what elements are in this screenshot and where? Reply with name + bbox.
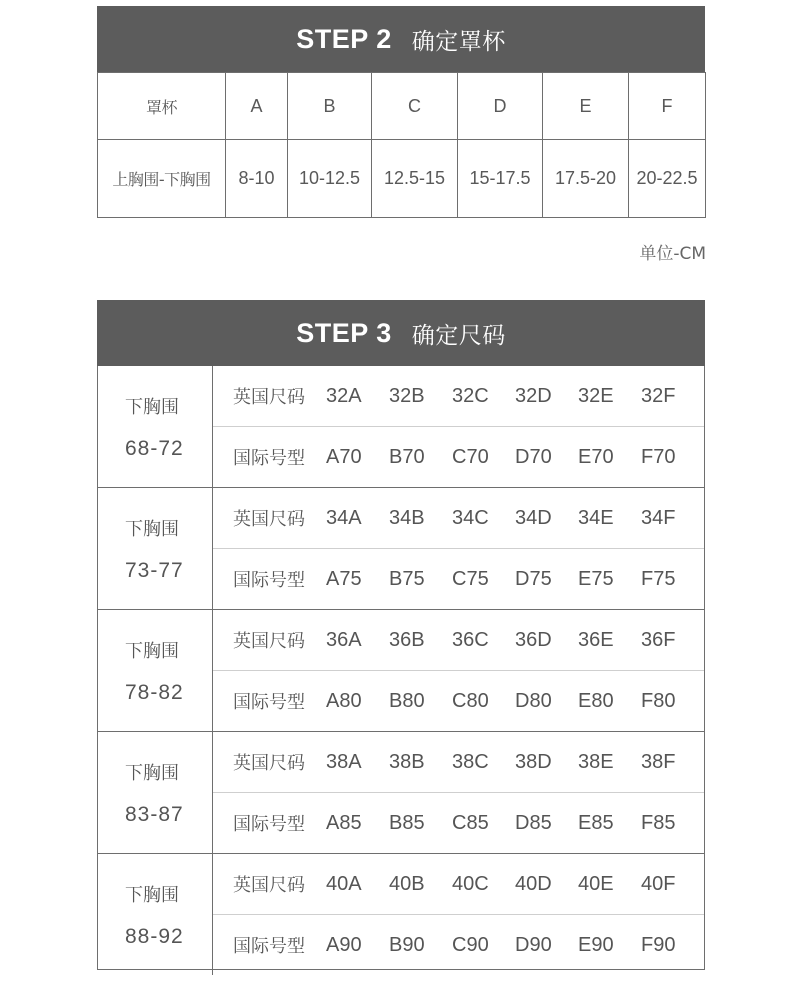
uk-size-row: [213, 732, 704, 792]
uk-size-value: 38B: [389, 750, 425, 773]
intl-size-value: E85: [578, 811, 614, 834]
intl-size-value: D70: [515, 445, 552, 468]
uk-size-value: 40D: [515, 872, 552, 895]
intl-size-value: B75: [389, 567, 425, 590]
intl-size-label: 国际号型: [233, 448, 305, 469]
intl-size-value: F80: [641, 689, 676, 712]
underbust-cell: [98, 366, 213, 487]
intl-size-row: [213, 914, 704, 975]
step2-title: 确定罩杯: [411, 28, 506, 55]
underbust-range: 83-87: [125, 802, 184, 826]
intl-size-value: F70: [641, 445, 676, 468]
uk-size-value: 36F: [641, 628, 676, 651]
intl-size-value: C90: [452, 933, 489, 956]
uk-size-label: 英国尺码: [233, 875, 305, 896]
intl-size-value: D75: [515, 567, 552, 590]
intl-size-label: 国际号型: [233, 570, 305, 591]
step3-header: [97, 300, 705, 366]
intl-size-value: F75: [641, 567, 676, 590]
cup-diff-row: [98, 140, 706, 218]
cup-cell: F: [629, 73, 706, 140]
intl-size-value: A90: [326, 933, 362, 956]
step3-panel: [97, 300, 705, 970]
intl-size-value: A85: [326, 811, 362, 834]
uk-size-value: 40B: [389, 872, 425, 895]
cup-cell: C: [372, 73, 458, 140]
underbust-label: 下胸围: [125, 518, 179, 540]
uk-size-value: 36A: [326, 628, 362, 651]
intl-size-value: B70: [389, 445, 425, 468]
intl-size-row: [213, 792, 704, 853]
intl-size-value: C70: [452, 445, 489, 468]
underbust-range: 68-72: [125, 436, 184, 460]
uk-size-value: 36C: [452, 628, 489, 651]
size-group: [98, 487, 704, 609]
uk-size-value: 36D: [515, 628, 552, 651]
uk-size-value: 38A: [326, 750, 362, 773]
cup-cell: D: [458, 73, 543, 140]
intl-size-value: F85: [641, 811, 676, 834]
uk-size-value: 36E: [578, 628, 614, 651]
intl-size-value: B90: [389, 933, 425, 956]
uk-size-value: 32E: [578, 384, 614, 407]
uk-size-row: [213, 610, 704, 670]
intl-size-label: 国际号型: [233, 692, 305, 713]
underbust-cell: [98, 854, 213, 975]
diff-cell: 20-22.5: [629, 140, 706, 218]
intl-size-label: 国际号型: [233, 814, 305, 835]
cup-header-label: 罩杯: [98, 73, 226, 140]
uk-size-label: 英国尺码: [233, 631, 305, 652]
step3-step-label: STEP 3: [296, 317, 392, 348]
uk-size-value: 34F: [641, 506, 676, 529]
intl-size-value: E80: [578, 689, 614, 712]
diff-cell: 8-10: [226, 140, 288, 218]
uk-size-value: 34A: [326, 506, 362, 529]
unit-note: 单位-CM: [639, 244, 706, 264]
diff-cell: 12.5-15: [372, 140, 458, 218]
uk-size-value: 38C: [452, 750, 489, 773]
uk-size-label: 英国尺码: [233, 387, 305, 408]
uk-size-value: 32B: [389, 384, 425, 407]
intl-size-value: A70: [326, 445, 362, 468]
intl-size-value: E75: [578, 567, 614, 590]
uk-size-value: 40F: [641, 872, 676, 895]
uk-size-value: 32A: [326, 384, 362, 407]
size-rows: [213, 854, 704, 975]
uk-size-value: 34D: [515, 506, 552, 529]
cup-table: [97, 72, 706, 218]
underbust-label: 下胸围: [125, 640, 179, 662]
uk-size-value: 34B: [389, 506, 425, 529]
intl-size-value: D80: [515, 689, 552, 712]
uk-size-value: 36B: [389, 628, 425, 651]
diff-row-label: 上胸围-下胸围: [98, 140, 226, 218]
intl-size-value: C75: [452, 567, 489, 590]
underbust-label: 下胸围: [125, 762, 179, 784]
uk-size-value: 40C: [452, 872, 489, 895]
uk-size-row: [213, 366, 704, 426]
size-group: [98, 366, 704, 487]
intl-size-value: B85: [389, 811, 425, 834]
cup-cell: E: [543, 73, 629, 140]
cup-cell: A: [226, 73, 288, 140]
intl-size-row: [213, 426, 704, 487]
uk-size-row: [213, 854, 704, 914]
size-rows: [213, 732, 704, 853]
uk-size-value: 32D: [515, 384, 552, 407]
diff-cell: 10-12.5: [288, 140, 372, 218]
intl-size-value: F90: [641, 933, 676, 956]
intl-size-value: A80: [326, 689, 362, 712]
underbust-range: 73-77: [125, 558, 184, 582]
step2-step-label: STEP 2: [296, 23, 392, 54]
uk-size-label: 英国尺码: [233, 753, 305, 774]
intl-size-value: D90: [515, 933, 552, 956]
step3-title: 确定尺码: [411, 322, 506, 349]
size-group: [98, 731, 704, 853]
uk-size-value: 40A: [326, 872, 362, 895]
size-rows: [213, 610, 704, 731]
intl-size-value: A75: [326, 567, 362, 590]
uk-size-value: 32F: [641, 384, 676, 407]
uk-size-label: 英国尺码: [233, 509, 305, 530]
uk-size-value: 38D: [515, 750, 552, 773]
intl-size-value: E70: [578, 445, 614, 468]
uk-size-value: 38F: [641, 750, 676, 773]
step2-header: [97, 6, 705, 72]
intl-size-value: C80: [452, 689, 489, 712]
intl-size-value: D85: [515, 811, 552, 834]
cup-cell: B: [288, 73, 372, 140]
intl-size-value: C85: [452, 811, 489, 834]
uk-size-value: 34C: [452, 506, 489, 529]
cup-header-row: [98, 73, 706, 140]
step2-panel: [97, 6, 705, 219]
size-groups: [98, 366, 704, 975]
size-group: [98, 853, 704, 975]
underbust-range: 78-82: [125, 680, 184, 704]
uk-size-value: 40E: [578, 872, 614, 895]
intl-size-value: E90: [578, 933, 614, 956]
underbust-range: 88-92: [125, 924, 184, 948]
intl-size-value: B80: [389, 689, 425, 712]
size-rows: [213, 488, 704, 609]
uk-size-row: [213, 488, 704, 548]
size-group: [98, 609, 704, 731]
diff-cell: 17.5-20: [543, 140, 629, 218]
underbust-cell: [98, 610, 213, 731]
uk-size-value: 38E: [578, 750, 614, 773]
intl-size-row: [213, 548, 704, 609]
uk-size-value: 34E: [578, 506, 614, 529]
underbust-label: 下胸围: [125, 396, 179, 418]
underbust-cell: [98, 488, 213, 609]
diff-cell: 15-17.5: [458, 140, 543, 218]
size-rows: [213, 366, 704, 487]
underbust-label: 下胸围: [125, 884, 179, 906]
intl-size-row: [213, 670, 704, 731]
intl-size-label: 国际号型: [233, 936, 305, 957]
uk-size-value: 32C: [452, 384, 489, 407]
underbust-cell: [98, 732, 213, 853]
